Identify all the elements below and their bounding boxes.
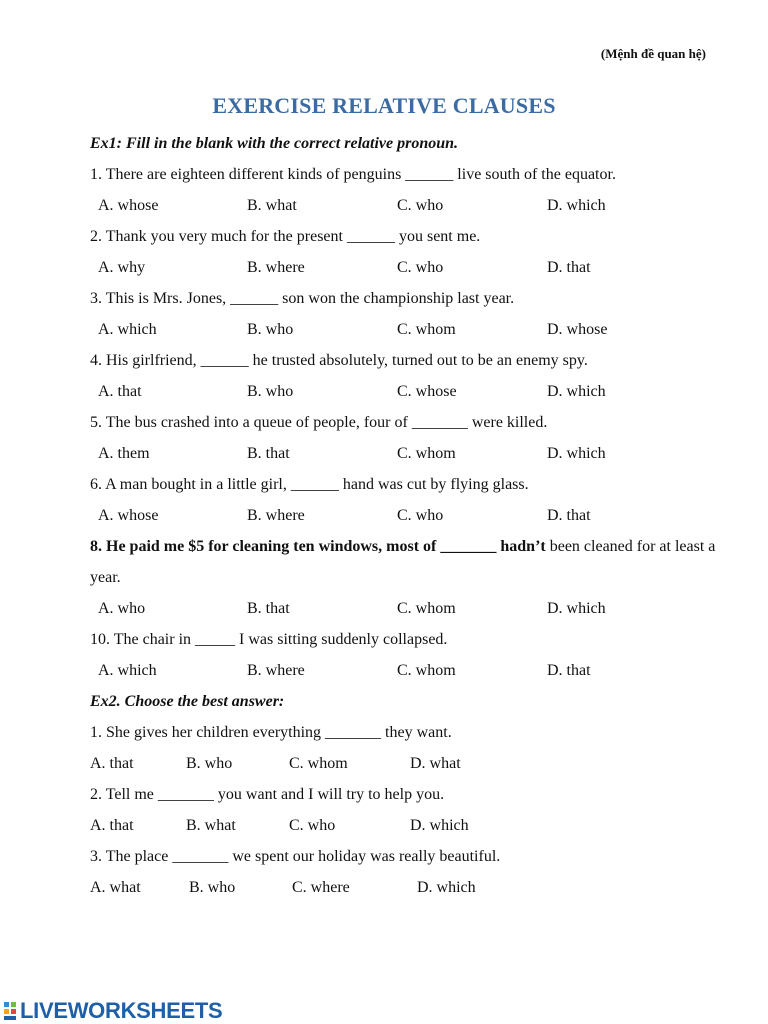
header-note: (Mệnh đề quan hệ) <box>600 46 706 61</box>
page-title: EXERCISE RELATIVE CLAUSES <box>212 93 556 118</box>
ex2-question-3: 3. The place _______ we spent our holiday was really beautiful. <box>90 848 501 865</box>
ex1-question-6: 6. A man bought in a little girl, ______ hand was cut by flying glass. <box>90 476 529 493</box>
option-d: D. which <box>547 383 606 400</box>
liveworksheets-logo <box>3 998 222 1024</box>
ex1-options-2 <box>90 256 730 287</box>
ex1-options-4 <box>90 380 730 411</box>
option-c: C. whom <box>289 755 348 772</box>
option-d: D. whose <box>547 321 608 338</box>
ex2-question-2: 2. Tell me _______ you want and I will try to help you. <box>90 786 445 803</box>
ex1-options-5 <box>90 442 730 473</box>
question-8-rest-text: been cleaned for at least a year. <box>90 538 716 586</box>
option-b: B. what <box>247 197 297 214</box>
ex2-options-1 <box>90 752 730 783</box>
option-b: B. where <box>247 662 305 679</box>
ex1-question-2: 2. Thank you very much for the present ______ you sent me. <box>90 228 481 245</box>
option-c: C. whom <box>397 445 456 462</box>
option-c: C. where <box>292 879 350 896</box>
option-d: D. which <box>417 879 476 896</box>
ex1-question-4: 4. His girlfriend, ______ he trusted absolutely, turned out to be an enemy spy. <box>90 352 588 369</box>
ex1-question-5: 5. The bus crashed into a queue of people, four of _______ were killed. <box>90 414 548 431</box>
worksheet-content <box>90 132 730 907</box>
option-d: D. that <box>547 259 591 276</box>
ex1-options-6 <box>90 504 730 535</box>
ex1-options-10 <box>90 659 730 690</box>
ex2-options-3 <box>90 876 730 907</box>
option-a: A. who <box>98 600 146 617</box>
option-c: C. who <box>397 259 444 276</box>
ex1-question-10: 10. The chair in _____ I was sitting suddenly collapsed. <box>90 631 448 648</box>
ex2-question-1: 1. She gives her children everything _______ they want. <box>90 724 452 741</box>
ex1-question-3: 3. This is Mrs. Jones, ______ son won the championship last year. <box>90 290 515 307</box>
ex1-options-3 <box>90 318 730 349</box>
option-b: B. who <box>186 755 233 772</box>
option-a: A. that <box>90 817 134 834</box>
logo-text: LIVEWORKSHEETS <box>20 998 223 1023</box>
option-b: B. that <box>247 445 290 462</box>
option-b: B. that <box>247 600 290 617</box>
question-8-bold-text: 8. He paid me $5 for cleaning ten windows, most of _______ hadn’t <box>90 538 546 555</box>
option-a: A. whose <box>98 507 159 524</box>
ex1-options-1 <box>90 194 730 225</box>
liveworksheets-logo-icon <box>3 1001 19 1021</box>
option-a: A. which <box>98 662 157 679</box>
option-a: A. whose <box>98 197 159 214</box>
ex1-heading: Ex1: Fill in the blank with the correct relative pronoun. <box>90 135 459 152</box>
option-b: B. where <box>247 259 305 276</box>
option-c: C. who <box>397 197 444 214</box>
option-c: C. whom <box>397 662 456 679</box>
ex1-question-8 <box>90 531 730 593</box>
ex2-heading: Ex2. Choose the best answer: <box>90 693 285 710</box>
ex1-question-1: 1. There are eighteen different kinds of penguins ______ live south of the equator. <box>90 166 616 183</box>
option-a: A. them <box>98 445 150 462</box>
option-b: B. who <box>247 383 294 400</box>
option-c: C. whose <box>397 383 457 400</box>
option-a: A. which <box>98 321 157 338</box>
option-a: A. that <box>90 755 134 772</box>
option-c: C. who <box>397 507 444 524</box>
option-b: B. what <box>186 817 236 834</box>
option-a: A. why <box>98 259 146 276</box>
option-c: C. whom <box>397 600 456 617</box>
option-b: B. who <box>247 321 294 338</box>
ex1-options-8 <box>90 597 730 628</box>
option-a: A. that <box>98 383 142 400</box>
option-b: B. where <box>247 507 305 524</box>
ex2-options-2 <box>90 814 730 845</box>
option-d: D. which <box>547 600 606 617</box>
option-d: D. that <box>547 507 591 524</box>
option-d: D. which <box>410 817 469 834</box>
option-c: C. whom <box>397 321 456 338</box>
option-d: D. what <box>410 755 461 772</box>
option-b: B. who <box>189 879 236 896</box>
option-c: C. who <box>289 817 336 834</box>
option-a: A. what <box>90 879 141 896</box>
option-d: D. which <box>547 197 606 214</box>
option-d: D. which <box>547 445 606 462</box>
option-d: D. that <box>547 662 591 679</box>
